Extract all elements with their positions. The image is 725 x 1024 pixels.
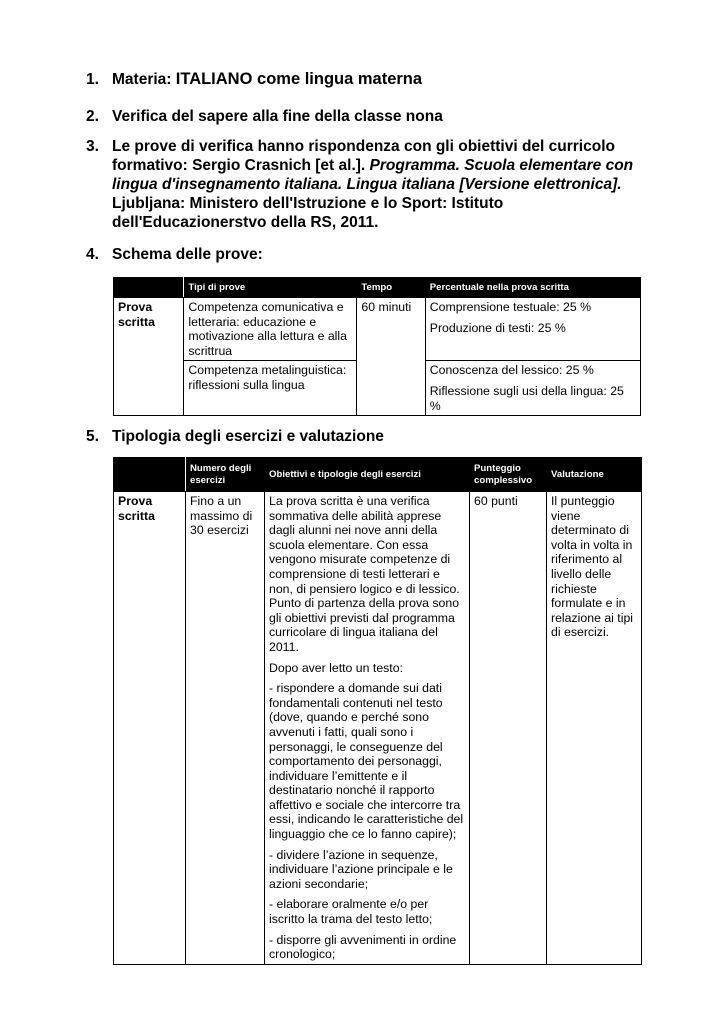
table-header-percentage: Percentuale nella prova scritta <box>425 278 640 298</box>
table-header-total-points: Punteggio complessivo <box>470 458 547 492</box>
table-header-time: Tempo <box>357 278 425 298</box>
section-number: 3. <box>86 138 99 155</box>
percent-item: Conoscenza del lessico: 25 % <box>429 363 594 378</box>
objective-paragraph: - disporre gli avvenimenti in ordine cronologico; <box>269 932 457 962</box>
objectives-cell <box>265 492 470 965</box>
objective-paragraph: - rispondere a domande sui dati fondamentali contenuti nel testo (dove, quando e perché sono avvenuti i fatti, quali sono i personaggi, le conseguenze del comportamento dei personaggi, individuare l’emittente e il destinatario nonché il rapporto affettivo e sociale che intercorre tra essi, indicando le caratteristiche del linguaggio che ce lo fanno capire); <box>269 681 464 842</box>
test-type-cell: Competenza metalinguistica: riflessioni sulla lingua <box>184 361 357 416</box>
subject-name: ITALIANO come lingua materna <box>175 70 423 88</box>
table-header-test-types: Tipi di prove <box>184 278 357 298</box>
percent-cell <box>425 298 640 361</box>
objective-paragraph: - elaborare oralmente e/o per iscritto la trama del testo letto; <box>269 897 433 927</box>
table-header-empty <box>114 278 184 298</box>
row-label-written-test: Prova scritta <box>114 298 184 416</box>
percent-item: Comprensione testuale: 25 % <box>429 300 592 314</box>
section-1 <box>86 70 646 89</box>
objective-paragraph: - dividere l’azione in sequenze, individuare l’azione principale e le azioni secondarie; <box>269 847 453 891</box>
percent-item: Riflessione sugli usi della lingua: 25 % <box>429 383 624 413</box>
percent-cell <box>425 361 640 416</box>
exercise-types-table <box>113 457 642 965</box>
table-header-evaluation: Valutazione <box>547 458 642 492</box>
table-header-exercise-count: Numero degli esercizi <box>186 458 265 492</box>
test-type-cell: Competenza comunicativa e letteraria: educazione e motivazione alla lettura e alla scrittrua <box>184 298 357 361</box>
section-3-text-part2: Ljubljana: Ministero dell'Istruzione e lo Sport: Istituto dell'Educazionerstvo della RS, 2011. <box>112 195 504 231</box>
test-scheme-table <box>113 277 641 416</box>
section-number: 1. <box>86 71 99 88</box>
section-2 <box>86 107 646 126</box>
percent-item: Produzione di testi: 25 % <box>429 320 566 335</box>
exercise-count-cell: Fino a un massimo di 30 esercizi <box>186 492 265 965</box>
section-4-text: Schema delle prove: <box>112 246 263 263</box>
section-5-text: Tipologia degli esercizi e valutazione <box>112 428 384 445</box>
row-label-written-test: Prova scritta <box>114 492 186 965</box>
section-number: 4. <box>86 246 99 263</box>
section-number: 2. <box>86 108 99 125</box>
objective-paragraph: La prova scritta è una verifica sommativa delle abilità apprese dagli alunni nei nove anni della scuola elementare. Con essa vengono misurate competenze di comprensione di testi letterari e non, di pensiero logico e di lessico. Punto di partenza della prova sono gli obiettivi previsti dal programma curricolare di lingua italiana del 2011. <box>269 494 460 654</box>
section-3 <box>86 137 646 232</box>
section-2-text: Verifica del sapere alla fine della classe nona <box>112 108 443 125</box>
evaluation-cell: Il punteggio viene determinato di volta in volta in riferimento al livello delle richieste formulate e in relazione ai tipi di esercizi. <box>547 492 642 965</box>
time-cell: 60 minuti <box>357 298 425 416</box>
section-3-text-part1: Le prove di verifica hanno rispondenza con gli obiettivi del curricolo formativo: Sergio Crasnich [et al.]. <box>112 138 615 174</box>
section-4 <box>86 245 646 264</box>
section-5 <box>86 427 646 446</box>
section-1-prefix: Materia: <box>112 71 176 88</box>
section-3-title-italic: Programma. Scuola elementare con lingua d'insegnamento italiana. Lingua italiana [Versione elettronica]. <box>112 157 634 193</box>
table-header-objectives: Obiettivi e tipologie degli esercizi <box>265 458 470 492</box>
table-header-empty <box>114 458 186 492</box>
total-points-cell: 60 punti <box>470 492 547 965</box>
objective-paragraph: Dopo aver letto un testo: <box>269 660 403 675</box>
section-number: 5. <box>86 428 99 445</box>
